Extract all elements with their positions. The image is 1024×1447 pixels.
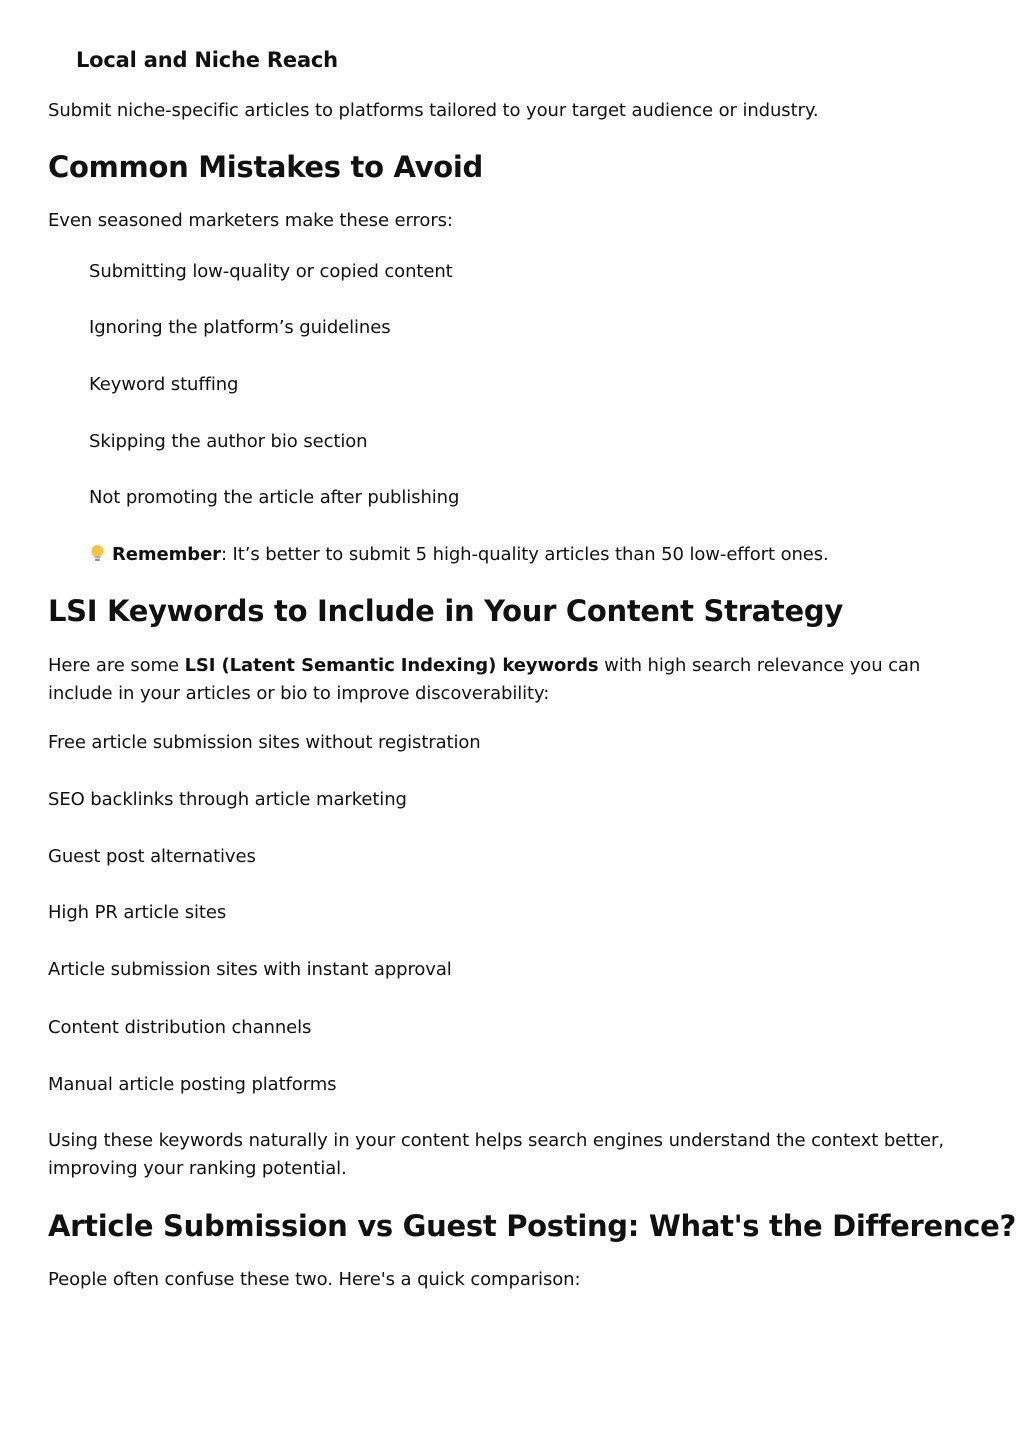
lsi-item-3: Guest post alternatives (48, 846, 256, 867)
comparison-intro: People often confuse these two. Here's a quick comparison: (48, 1269, 581, 1290)
remember-label: Remember (112, 544, 221, 565)
lsi-outro: Using these keywords naturally in your content helps search engines understand the context better, improving your ranking potential. (48, 1130, 944, 1179)
lsi-item-7: Manual article posting platforms (48, 1074, 337, 1095)
lsi-item-6: Content distribution channels (48, 1017, 312, 1038)
mistake-item-5: Not promoting the article after publishing (89, 487, 460, 508)
lsi-intro (48, 652, 988, 708)
local-reach-text: Submit niche-specific articles to platforms tailored to your target audience or industry. (48, 100, 819, 121)
lightbulb-icon (89, 544, 106, 562)
remember-text: : It’s better to submit 5 high-quality articles than 50 low-effort ones. (220, 544, 829, 565)
local-reach-heading: Local and Niche Reach (76, 48, 338, 72)
lsi-item-2: SEO backlinks through article marketing (48, 789, 407, 810)
mistake-item-3: Keyword stuffing (89, 374, 239, 395)
mistake-item-2: Ignoring the platform’s guidelines (89, 317, 391, 338)
lsi-intro-before: Here are some (48, 655, 185, 676)
remember-tip (89, 541, 829, 569)
lsi-heading: LSI Keywords to Include in Your Content Strategy (48, 594, 843, 628)
comparison-heading: Article Submission vs Guest Posting: What's the Difference? (48, 1209, 1017, 1243)
mistakes-intro: Even seasoned marketers make these errors: (48, 210, 453, 231)
lsi-item-1: Free article submission sites without registration (48, 732, 481, 753)
mistake-item-4: Skipping the author bio section (89, 431, 368, 452)
lsi-item-4: High PR article sites (48, 902, 227, 923)
lsi-intro-bold: LSI (Latent Semantic Indexing) keywords (184, 655, 599, 676)
lsi-item-5: Article submission sites with instant approval (48, 959, 452, 980)
mistake-item-1: Submitting low-quality or copied content (89, 261, 453, 282)
lsi-intro-after: with high search relevance you can include in your articles or bio to improve discoverability: (48, 655, 921, 704)
mistakes-heading: Common Mistakes to Avoid (48, 150, 483, 184)
